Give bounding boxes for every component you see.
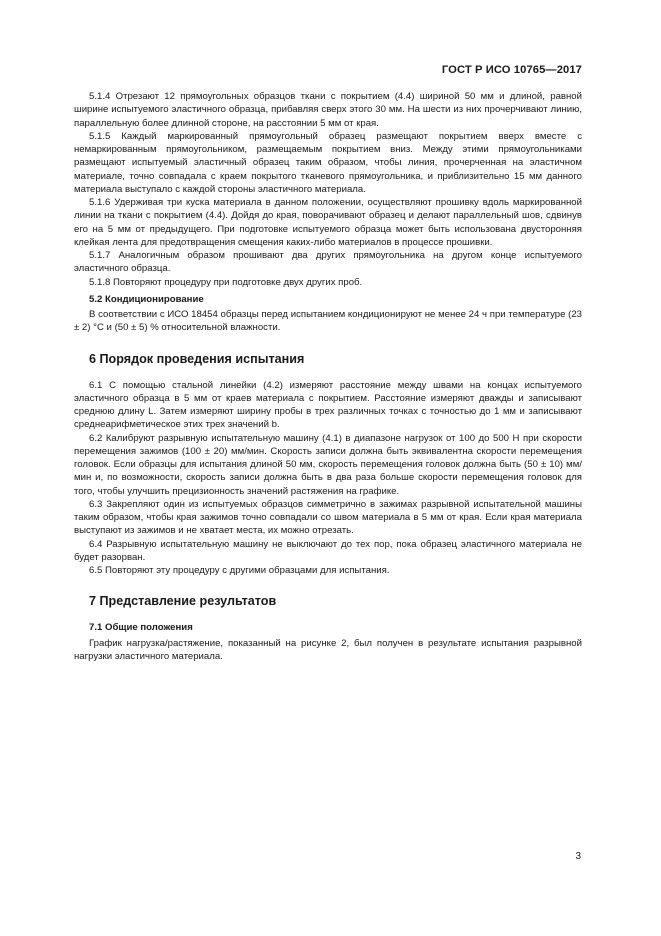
paragraph-5-1-5: 5.1.5 Каждый маркированный прямоугольный образец размещают покрытием вверх вместе с немаркированным прямоугольником, размещаемым покрытием вниз. Между этими прямоугольниками размещают испытуемый эластичный образец таким образом, чтобы линия, прочерченная на эластичном материале, точно совпадала с краем покрытого тканевого прямоугольника, и приблизительно 15 мм данного материала выступало с каждой стороны эластичного материала. [74, 130, 582, 195]
paragraph-7-1: График нагрузка/растяжение, показанный на рисунке 2, был получен в результате испытания разрывной нагрузки эластичного материала. [74, 637, 582, 662]
subsection-heading-7-1: 7.1 Общие положения [89, 622, 193, 634]
section-heading-6: 6 Порядок проведения испытания [89, 351, 305, 366]
paragraph-5-2: В соответствии с ИСО 18454 образцы перед испытанием кондиционируют не менее 24 ч при температуре (23 ± 2) °С и (50 ± 5) % относительной влажности. [74, 309, 582, 334]
paragraph-6-3: 6.3 Закрепляют один из испытуемых образцов симметрично в зажимах разрывной испытательной машины таким образом, чтобы края зажимов точно совпадали со швом материала в 5 мм от края. Если края материала выступают из зажимов и не хватает места, их можно отрезать. [74, 498, 582, 537]
document-body [74, 90, 582, 663]
paragraph-5-1-4: 5.1.4 Отрезают 12 прямоугольных образцов ткани с покрытием (4.4) шириной 50 мм и длиной, равной ширине испытуемого эластичного образца, прибавляя сверх этого 30 мм. На шести из них прочерчивают линию, параллельную более длинной стороне, на расстоянии 5 мм от края. [74, 91, 582, 129]
paragraph-6-4: 6.4 Разрывную испытательную машину не выключают до тех пор, пока образец эластичного материала не будет разорван. [74, 538, 582, 563]
section-heading-7: 7 Представление результатов [89, 594, 277, 609]
paragraph-6-2: 6.2 Калибруют разрывную испытательную машину (4.1) в диапазоне нагрузок от 100 до 500 Н при скорости перемещения зажимов (100 ± 20) мм/мин. Скорость записи должна быть эквивалентна скорости перемещения головок. Если образцы для испытания длиной 50 мм, скорость перемещения головок должна быть (50 ± 10) мм/мин и, по возможности, скорость записи должна быть в два раза больше скорости перемещения головок для того, чтобы улучшить прецизионность значений растяжения на графике. [74, 432, 582, 497]
paragraph-5-1-7: 5.1.7 Аналогичным образом прошивают два других прямоугольника на другом конце испытуемого эластичного образца. [74, 250, 582, 275]
paragraph-5-1-6: 5.1.6 Удерживая три куска материала в данном положении, осуществляют прошивку вдоль маркированной линии на ткани с покрытием (4.4). Дойдя до края, поворачивают образец и делают параллельный шов, сдвинув его на 5 мм от предыдущего. При подготовке испытуемого образца может быть использована двусторонняя клейкая лента для предотвращения смещения каких-либо материалов в процессе прошивки. [74, 197, 582, 248]
paragraph-6-1: 6.1 С помощью стальной линейки (4.2) измеряют расстояние между швами на концах испытуемого эластичного образца в 5 мм от краев материала с покрытием. Расстояние измеряют дважды и записывают среднюю длину L. Затем измеряют ширину пробы в трех различных точках с точностью до 1 мм и записывают среднеарифметическое этих трех значений b. [74, 379, 582, 431]
paragraph-5-1-8: 5.1.8 Повторяют процедуру при подготовке двух других проб. [89, 276, 363, 288]
page-number: 3 [575, 851, 581, 862]
subsection-heading-5-2: 5.2 Кондиционирование [89, 293, 204, 305]
paragraph-6-5: 6.5 Повторяют эту процедуру с другими образцами для испытания. [89, 565, 390, 576]
document-header: ГОСТ Р ИСО 10765—2017 [441, 64, 582, 76]
